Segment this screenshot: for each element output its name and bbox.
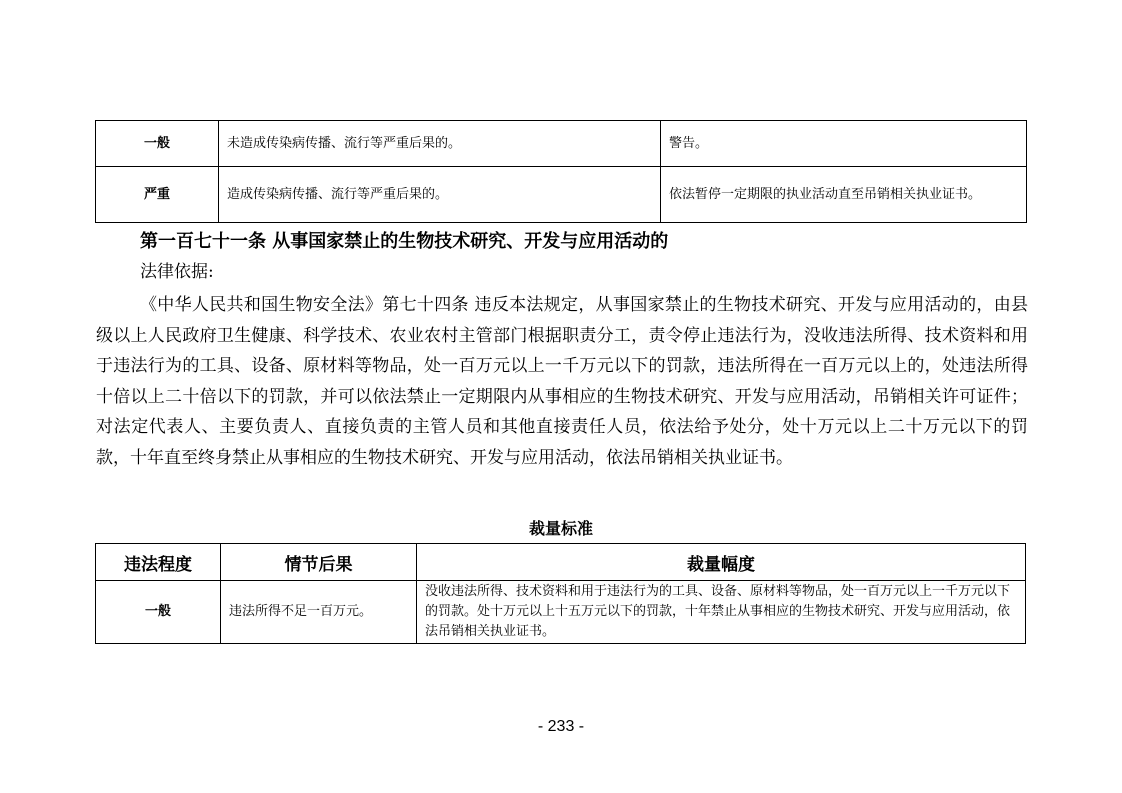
standard-table-title: 裁量标准: [528, 519, 593, 538]
legal-basis-text: 《中华人民共和国生物安全法》第七十四条 违反本法规定，从事国家禁止的生物技术研究、开发与应用活动的，由县级以上人民政府卫生健康、科学技术、农业农村主管部门根据职责分工，责令停止违法行为，没收违法所得、技术资料和用于违法行为的工具、设备、原材料等物品，处一百万元以上一千万元以下的罚款，违法所得在一百万元以上的，处违法所得十倍以上二十倍以下的罚款，并可以依法禁止一定期限内从事相应的生物技术研究、开发与应用活动，吊销相关许可证件；对法定代表人、主要负责人、直接负责的主管人员和其他直接责任人员，依法给予处分，处十万元以上二十万元以下的罚款，十年直至终身禁止从事相应的生物技术研究、开发与应用活动，依法吊销相关执业证书。: [96, 295, 1028, 468]
range-cell: 没收违法所得、技术资料和用于违法行为的工具、设备、原材料等物品，处一百万元以上一千万元以下的罚款。处十万元以上十五万元以下的罚款，十年禁止从事相应的生物技术研究、开发与应用活动，依法吊销相关执业证书。: [417, 581, 1026, 644]
article-heading: 第一百七十一条 从事国家禁止的生物技术研究、开发与应用活动的: [140, 231, 669, 252]
severity-level-cell: 一般: [96, 581, 221, 644]
header-range: 裁量幅度: [417, 544, 1026, 581]
penalty-cell: 依法暂停一定期限的执业活动直至吊销相关执业证书。: [661, 167, 1027, 223]
circumstance-cell: 违法所得不足一百万元。: [221, 581, 417, 644]
header-severity: 违法程度: [96, 544, 221, 581]
table-header-row: [96, 544, 1026, 581]
table-row: [96, 581, 1026, 644]
severity-level-cell: 一般: [96, 121, 219, 167]
table-row: [96, 121, 1027, 167]
discretion-standard-table: [95, 543, 1026, 644]
circumstance-cell: 造成传染病传播、流行等严重后果的。: [219, 167, 661, 223]
header-circumstance: 情节后果: [221, 544, 417, 581]
table-row: [96, 167, 1027, 223]
circumstance-cell: 未造成传染病传播、流行等严重后果的。: [219, 121, 661, 167]
penalty-cell: 警告。: [661, 121, 1027, 167]
legal-basis-label: 法律依据:: [140, 262, 214, 282]
previous-standard-table: [95, 120, 1027, 223]
page-number: - 233 -: [537, 718, 585, 735]
severity-level-cell: 严重: [96, 167, 219, 223]
